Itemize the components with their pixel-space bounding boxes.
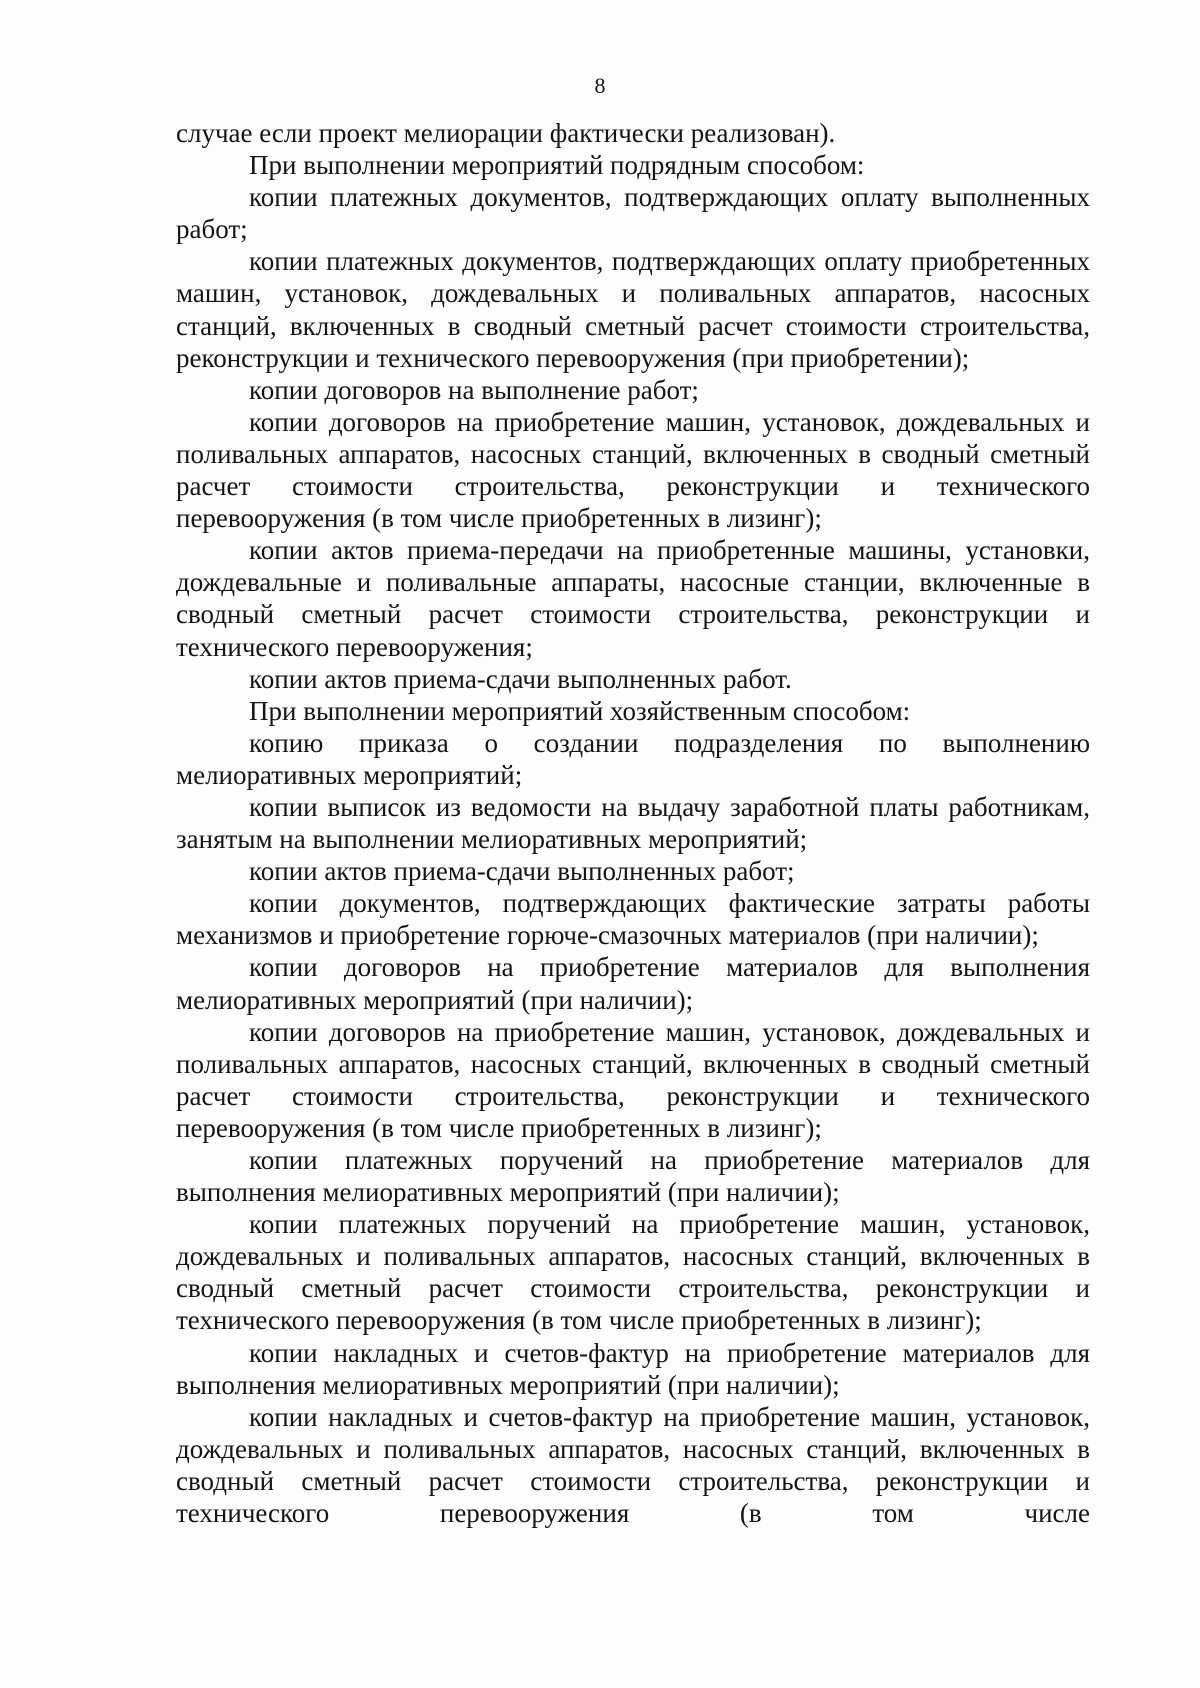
paragraph: копии платежных поручений на приобретение машин, установок, дождевальных и поливальных аппаратов, насосных станций, включенных в сводный сметный расчет стоимости строительства, реконструкции и технического перевооружения (в том числе приобретенных в лизинг); [176, 1209, 1090, 1336]
paragraph: копии актов приема-передачи на приобретенные машины, установки, дождевальные и поливальные аппараты, насосные станции, включенные в сводный сметный расчет стоимости строительства, реконструкции и технического перевооружения; [176, 535, 1090, 662]
paragraph: копии актов приема-сдачи выполненных работ; [249, 856, 795, 887]
paragraph: копию приказа о создании подразделения по выполнению мелиоративных мероприятий; [176, 727, 1090, 790]
paragraph: копии выписок из ведомости на выдачу заработной платы работникам, занятым на выполнении мелиоративных мероприятий; [176, 791, 1090, 855]
paragraph: копии документов, подтверждающих фактические затраты работы механизмов и приобретение горюче-смазочных материалов (при наличии); [176, 888, 1090, 951]
page-number: 8 [594, 73, 606, 98]
paragraph: копии платежных поручений на приобретение материалов для выполнения мелиоративных мероприятий (при наличии); [176, 1145, 1090, 1208]
paragraph: При выполнении мероприятий хозяйственным способом: [249, 695, 911, 726]
paragraph: копии платежных документов, подтверждающих оплату выполненных работ; [176, 182, 1090, 245]
document-body [176, 117, 1090, 1529]
paragraph: копии накладных и счетов-фактур на приобретение материалов для выполнения мелиоративных мероприятий (при наличии); [176, 1337, 1090, 1400]
paragraph: копии договоров на выполнение работ; [249, 374, 699, 405]
paragraph: копии накладных и счетов-фактур на приобретение машин, установок, дождевальных и поливальных аппаратов, насосных станций, включенных в сводный сметный расчет стоимости строительства, реконструкции и технического перевооружения (в том числе [176, 1401, 1090, 1529]
paragraph: копии договоров на приобретение материалов для выполнения мелиоративных мероприятий (при наличии); [176, 952, 1090, 1015]
paragraph: При выполнении мероприятий подрядным способом: [249, 150, 865, 181]
paragraph: копии платежных документов, подтверждающих оплату приобретенных машин, установок, дождевальных и поливальных аппаратов, насосных станций, включенных в сводный сметный расчет стоимости строительства, реконструкции и технического перевооружения (при приобретении); [176, 246, 1090, 373]
paragraph: копии договоров на приобретение машин, установок, дождевальных и поливальных аппаратов, насосных станций, включенных в сводный сметный расчет стоимости строительства, реконструкции и технического перевооружения (в том числе приобретенных в лизинг); [176, 1016, 1090, 1143]
paragraph: копии актов приема-сдачи выполненных работ. [249, 663, 792, 694]
paragraph: случае если проект мелиорации фактически реализован). [176, 118, 836, 148]
paragraph: копии договоров на приобретение машин, установок, дождевальных и поливальных аппаратов, насосных станций, включенных в сводный сметный расчет стоимости строительства, реконструкции и технического перевооружения (в том числе приобретенных в лизинг); [176, 406, 1090, 534]
